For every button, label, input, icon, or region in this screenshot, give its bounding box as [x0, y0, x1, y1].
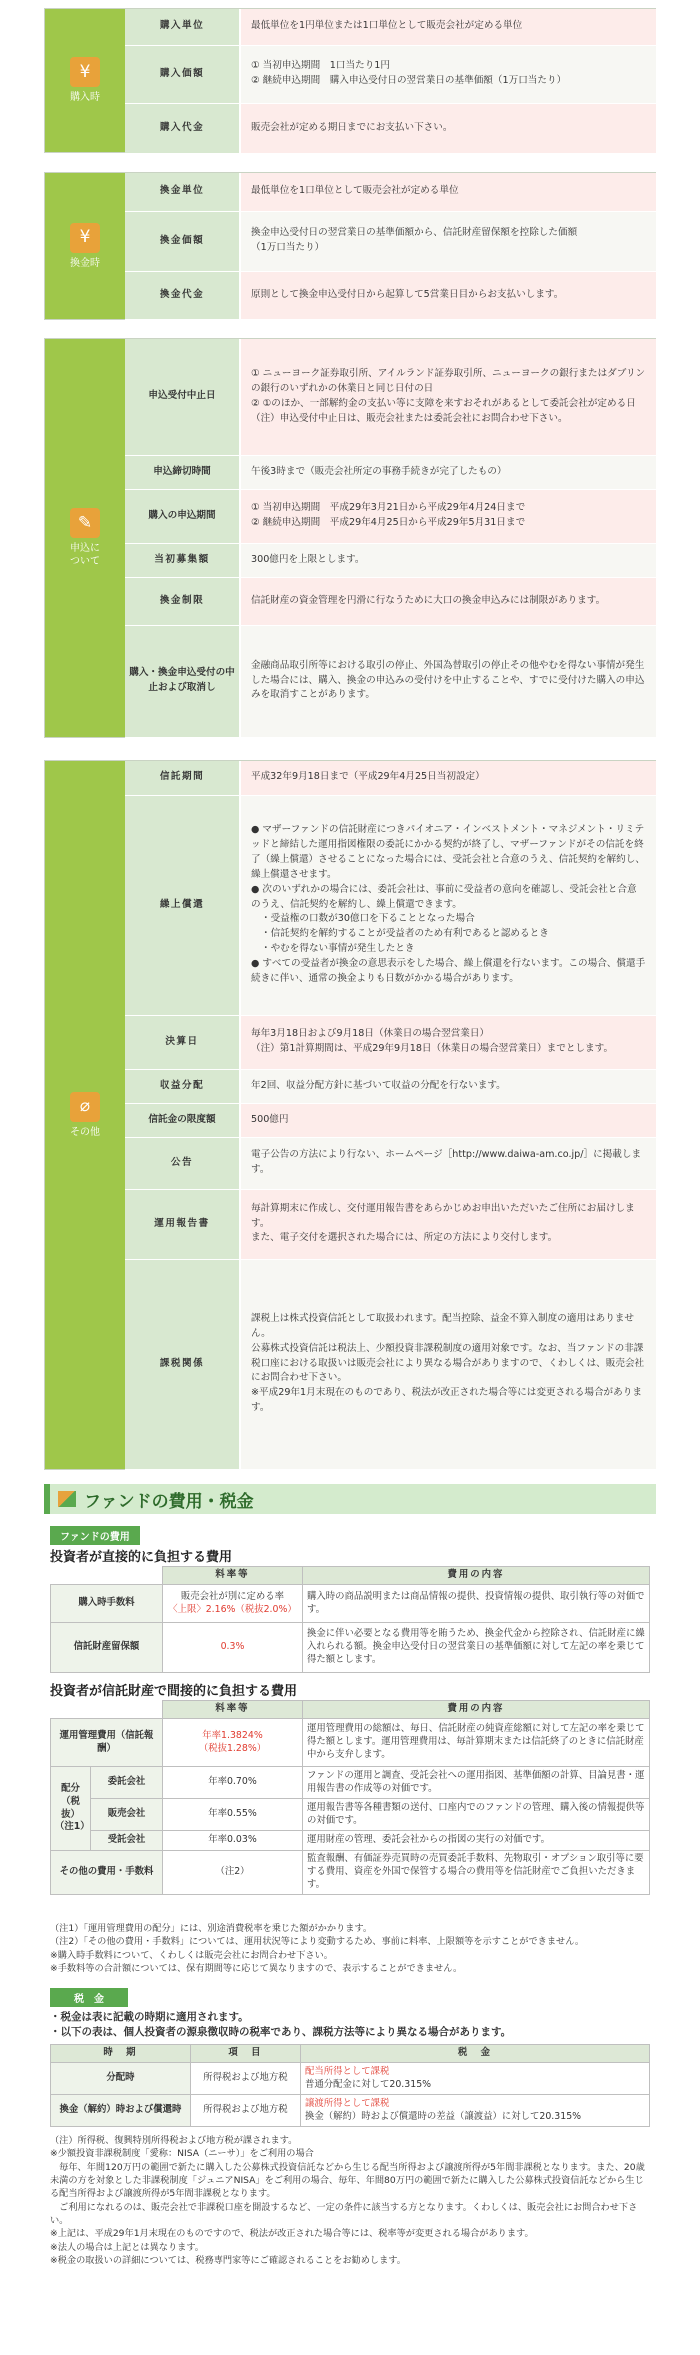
mgmt-fee-label: 運用管理費用（信託報酬） [51, 1719, 163, 1767]
fee-label: 信託財産留保額 [51, 1623, 163, 1673]
row-head: 決算日 [125, 1015, 240, 1069]
application-side-label-1: 申込に [70, 543, 100, 554]
tax-table [50, 2044, 650, 2127]
paperclip-icon: ⌀ [70, 1092, 100, 1122]
fee-label: 購入時手数料 [51, 1585, 163, 1623]
fees-header-icon [58, 1491, 76, 1507]
exchange-side-label: 換金時 [70, 257, 100, 269]
other-side-label: その他 [70, 1126, 100, 1138]
row-content: 最低単位を1口単位として販売会社が定める単位 [240, 173, 656, 211]
row-content: 毎計算期末に作成し、交付運用報告書をあらかじめお申出いただいたご住所にお届けします。 また、電子交付を選択された場合には、所定の方法により交付します。 [240, 1189, 656, 1259]
row-head: 申込受付中止日 [125, 339, 240, 455]
row-content: ● マザーファンドの信託財産につきパイオニア・インベストメント・マネジメント・リミテッドと締結した運用指図権限の委託にかかる契約が終了し、マザーファンドがその信託を終了（繰上償還）させることになった場合には、受託会社と合意のうえ、信託契約を解約し、繰上償還させます。 ● 次のいずれかの場合には、委託会社は、事前に受益者の意向を確認し、受託会社と合意のうえ、信託契約を解約し、繰上償還できます。 ・受益権の口数が30億口を下ることとなった場合 ・信託契約を解約することが受益者のため有利であると認めるとき ・やむを得ない事情が発生したとき ● すべての受益者が換金の意思表示をした場合、繰上償還を行ないます。この場合、償還手続きに伴い、通常の換金よりも日数がかかる場合があります。 [240, 795, 656, 1015]
purchase-icon: ¥ [70, 57, 100, 87]
row-content: 午後3時まで（販売会社所定の事務手続きが完了したもの） [240, 455, 656, 489]
row-head: 信託金の限度額 [125, 1103, 240, 1137]
row-content: 最低単位を1円単位または1口単位として販売会社が定める単位 [240, 9, 656, 45]
fee-rate: 販売会社が別に定める率 〈上限〉2.16%（税抜2.0%） [163, 1585, 303, 1623]
direct-fees-table [50, 1566, 650, 1673]
row-content: 金融商品取引所等における取引の停止、外国為替取引の停止その他やむを得ない事情が発生した場合には、購入、換金の申込みの受付けを中止することや、すでに受付けた購入の申込みを取消すことがあります。 [240, 625, 656, 737]
row-head: 当初募集額 [125, 543, 240, 577]
row-content: 毎年3月18日および9月18日（休業日の場合翌営業日） （注）第1計算期間は、平成29年9月18日（休業日の場合翌営業日）までとします。 [240, 1015, 656, 1069]
tax-tag: 税 金 [50, 1988, 128, 2007]
row-head: 換金代金 [125, 271, 240, 319]
blank-cell [51, 1701, 163, 1719]
other-side-panel [45, 761, 125, 1469]
row-content: ① 当初申込期間 平成29年3月21日から平成29年4月24日まで ② 継続申込期間 平成29年4月25日から平成29年5月31日まで [240, 489, 656, 543]
row-head: 申込締切時間 [125, 455, 240, 489]
tax-notes: （注）所得税、復興特別所得税および地方税が課されます。 ※少額投資非課税制度「愛称：NISA（ニーサ）」をご利用の場合 毎年、年間120万円の範囲で新たに購入した公募株式投資信託などから生じる配当所得および譲渡所得が5年間非課税となります。また、20歳未満の方を対象とした非課税制度「ジュニアNISA」をご利用の場合、毎年、年間80万円の範囲で新たに購入した公募株式投資信託などから生じる配当所得および譲渡所得が5年間非課税となります。 ご利用になれるのは、販売会社で非課税口座を開設するなど、一定の条件に該当する方となります。くわしくは、販売会社にお問合わせ下さい。 ※上記は、平成29年1月末現在のものですので、税法が改正された場合等には、税率等が変更される場合があります。 ※法人の場合は上記とは異なります。 ※税金の取扱いの詳細については、税務専門家等にご確認されることをお勧めします。 [50, 2135, 645, 2267]
row-content: ① 当初申込期間 1口当たり1円 ② 継続申込期間 購入申込受付日の翌営業日の基準価額（1万口当たり） [240, 45, 656, 103]
fee-content: 購入時の商品説明または商品情報の提供、投資情報の提供、取引執行等の対価です。 [303, 1585, 650, 1623]
other-table [125, 761, 656, 1470]
fee-rate: 0.3% [163, 1623, 303, 1673]
row-content: 換金申込受付日の翌営業日の基準価額から、信託財産留保額を控除した価額 （1万口当たり） [240, 211, 656, 271]
tax-bullets: ・税金は表に記載の時期に適用されます。 ・以下の表は、個人投資者の源泉徴収時の税率であり、課税方法等により異なる場合があります。 [50, 2011, 512, 2039]
col-fee-header: 料率等 [163, 1567, 303, 1585]
purchase-table [125, 9, 656, 154]
other-section [44, 760, 656, 1470]
alloc-label: 配分（税抜）（注1） [51, 1767, 91, 1851]
other-fee-label: その他の費用・手数料 [51, 1851, 163, 1895]
alloc-content: 運用報告書等各種書類の送付、口座内でのファンドの管理、購入後の情報提供等の対価です。 [303, 1799, 650, 1831]
alloc-content: 運用財産の管理、委託会社からの指図の実行の対価です。 [303, 1831, 650, 1851]
fees-title: ファンドの費用・税金 [84, 1491, 254, 1512]
alloc-who: 販売会社 [91, 1799, 163, 1831]
alloc-who: 委託会社 [91, 1767, 163, 1799]
row-content: 電子公告の方法により行ない、ホームページ［http://www.daiwa-am.co.jp/］に掲載します。 [240, 1137, 656, 1189]
row-content: 平成32年9月18日まで（平成29年4月25日当初設定） [240, 761, 656, 795]
row-content: 年2回、収益分配方針に基づいて収益の分配を行ないます。 [240, 1069, 656, 1103]
row-head: 購入・換金申込受付の中止および取消し [125, 625, 240, 737]
row-head: 信託期間 [125, 761, 240, 795]
indirect-fees-title: 投資者が信託財産で間接的に負担する費用 [50, 1684, 298, 1699]
purchase-section [44, 8, 656, 153]
row-content: 原則として換金申込受付日から起算して5営業日目からお支払いします。 [240, 271, 656, 319]
fees-header [44, 1484, 656, 1514]
row-head: 購入の申込期間 [125, 489, 240, 543]
direct-fees-title: 投資者が直接的に負担する費用 [50, 1550, 233, 1565]
row-content: 300億円を上限とします。 [240, 543, 656, 577]
fee-content: 換金に伴い必要となる費用等を賄うため、換金代金から控除され、信託財産に繰入れられる額。換金申込受付日の翌営業日の基準価額に対して左記の率を乗じて得た額とします。 [303, 1623, 650, 1673]
other-fee-content: 監査報酬、有価証券売買時の売買委託手数料、先物取引・オプション取引等に要する費用、資産を外国で保管する場合の費用等を信託財産でご負担いただきます。 [303, 1851, 650, 1895]
tax-when: 分配時 [51, 2063, 191, 2095]
col-fee-header: 料率等 [163, 1701, 303, 1719]
row-content: 販売会社が定める期日までにお支払い下さい。 [240, 103, 656, 153]
tax-when: 換金（解約）時および償還時 [51, 2095, 191, 2127]
row-content: 課税上は株式投資信託として取扱われます。配当控除、益金不算入制度の適用はありません。 公募株式投資信託は税法上、少額投資非課税制度の適用対象です。なお、当ファンドの非課税口座における取扱いは販売会社により異なる場合がありますので、くわしくは、販売会社にお問合わせ下さい。 ※平成29年1月末現在のものであり、税法が改正された場合等には変更される場合があります。 [240, 1259, 656, 1469]
tax-col-item: 項 目 [191, 2045, 301, 2063]
tax-col-tax: 税 金 [301, 2045, 650, 2063]
tax-item: 所得税および地方税 [191, 2095, 301, 2127]
application-side-panel [45, 339, 125, 737]
indirect-fees-table [50, 1700, 650, 1895]
application-table [125, 339, 656, 738]
col-content-header: 費用の内容 [303, 1567, 650, 1585]
row-head: 運用報告書 [125, 1189, 240, 1259]
tax-col-when: 時 期 [51, 2045, 191, 2063]
row-head: 繰上償還 [125, 795, 240, 1015]
exchange-icon: ¥ [70, 223, 100, 253]
alloc-who: 受託会社 [91, 1831, 163, 1851]
row-head: 収益分配 [125, 1069, 240, 1103]
row-head: 課税関係 [125, 1259, 240, 1469]
row-head: 換金制限 [125, 577, 240, 625]
purchase-side-panel [45, 9, 125, 152]
tax-item: 所得税および地方税 [191, 2063, 301, 2095]
col-content-header: 費用の内容 [303, 1701, 650, 1719]
row-head: 換金単位 [125, 173, 240, 211]
exchange-side-panel [45, 173, 125, 319]
mgmt-fee-content: 運用管理費用の総額は、毎日、信託財産の純資産総額に対して左記の率を乗じて得た額とします。運用管理費用は、毎計算期末または信託終了のときに信託財産中から支弁します。 [303, 1719, 650, 1767]
application-side-label-2: ついて [70, 556, 100, 567]
fees-tag: ファンドの費用 [50, 1526, 140, 1545]
row-head: 購入価額 [125, 45, 240, 103]
exchange-table [125, 173, 656, 320]
alloc-rate: 年率0.70% [163, 1767, 303, 1799]
blank-cell [51, 1567, 163, 1585]
tax-value: 譲渡所得として課税 換金（解約）時および償還時の差益（譲渡益）に対して20.315% [301, 2095, 650, 2127]
other-fee-rate: （注2） [163, 1851, 303, 1895]
tax-value: 配当所得として課税 普通分配金に対して20.315% [301, 2063, 650, 2095]
purchase-side-label: 購入時 [70, 92, 100, 103]
alloc-rate: 年率0.03% [163, 1831, 303, 1851]
row-content: 信託財産の資金管理を円滑に行なうために大口の換金申込みには制限があります。 [240, 577, 656, 625]
mgmt-fee-rate: 年率1.3824% （税抜1.28%） [163, 1719, 303, 1767]
alloc-content: ファンドの運用と調査、受託会社への運用指図、基準価額の計算、目論見書・運用報告書の作成等の対価です。 [303, 1767, 650, 1799]
row-content: 500億円 [240, 1103, 656, 1137]
row-head: 購入単位 [125, 9, 240, 45]
row-content: ① ニューヨーク証券取引所、アイルランド証券取引所、ニューヨークの銀行またはダブリンの銀行のいずれかの休業日と同じ日付の日 ② ①のほか、一部解約金の支払い等に支障を来すおそれがあるとして委託会社が定める日 （注）申込受付中止日は、販売会社または委託会社にお問合わせ下さい。 [240, 339, 656, 455]
application-section [44, 338, 656, 738]
row-head: 公告 [125, 1137, 240, 1189]
alloc-rate: 年率0.55% [163, 1799, 303, 1831]
row-head: 換金価額 [125, 211, 240, 271]
exchange-section [44, 172, 656, 320]
pencil-icon: ✎ [70, 508, 100, 538]
fees-notes: （注1）「運用管理費用の配分」には、別途消費税率を乗じた額がかかります。 （注2）「その他の費用・手数料」については、運用状況等により変動するため、事前に料率、上限額等を示すことができません。 ※購入時手数料について、くわしくは販売会社にお問合わせ下さい。 ※手数料等の合計額については、保有期間等に応じて異なりますので、表示することができません。 [50, 1923, 585, 1975]
row-head: 購入代金 [125, 103, 240, 153]
